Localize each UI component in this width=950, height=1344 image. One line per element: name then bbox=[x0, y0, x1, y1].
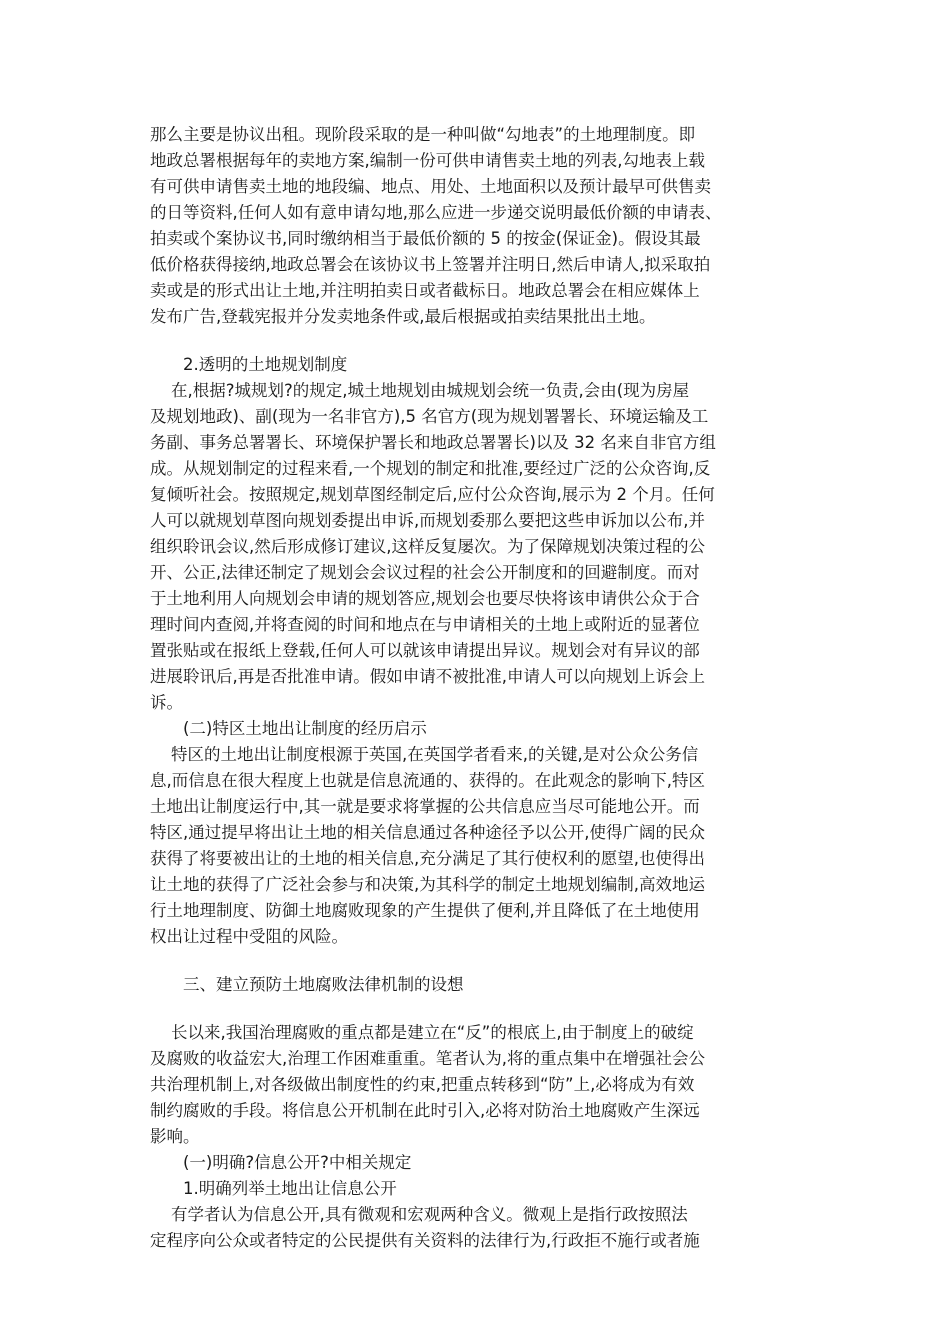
text-line: 制约腐败的手段。将信息公开机制在此时引入,必将对防治土地腐败产生深远 bbox=[150, 1101, 700, 1120]
text-line: 让土地的获得了广泛社会参与和决策,为其科学的制定土地规划编制,高效地运 bbox=[150, 875, 705, 894]
text-line: 定程序向公众或者特定的公民提供有关资料的法律行为,行政拒不施行或者施 bbox=[150, 1231, 700, 1250]
text-line: 的日等资料,任何人如有意申请勾地,那么应进一步递交说明最低价额的申请表、 bbox=[150, 203, 722, 222]
document-page bbox=[150, 122, 810, 1254]
text-line: 有学者认为信息公开,具有微观和宏观两种含义。微观上是指行政按照法 bbox=[150, 1205, 688, 1224]
text-line: 地政总署根据每年的卖地方案,编制一份可供申请售卖土地的列表,勾地表上载 bbox=[150, 151, 705, 170]
paragraph-land-lease bbox=[150, 122, 810, 330]
text-line: 长以来,我国治理腐败的重点都是建立在“反”的根底上,由于制度上的破绽 bbox=[150, 1023, 694, 1042]
text-line: 在,根据?城规划?的规定,城土地规划由城规划会统一负责,会由(现为房屋 bbox=[150, 381, 690, 400]
paragraph-planning-system bbox=[150, 378, 810, 716]
text-line: 特区的土地出让制度根源于英国,在英国学者看来,的关键,是对公众公务信 bbox=[150, 745, 699, 764]
text-line: 影响。 bbox=[150, 1127, 200, 1146]
paragraph-info-disclosure-meaning bbox=[150, 1202, 810, 1254]
text-line: 务副、事务总署署长、环境保护署长和地政总署署长)以及 32 名来自非官方组 bbox=[150, 433, 716, 452]
text-line: 权出让过程中受阻的风险。 bbox=[150, 927, 348, 946]
paragraph-anti-corruption bbox=[150, 1020, 810, 1150]
text-line: 于土地利用人向规划会申请的规划答应,规划会也要尽快将该申请供公众于合 bbox=[150, 589, 700, 608]
text-line: 共治理机制上,对各级做出制度性的约束,把重点转移到“防”上,必将成为有效 bbox=[150, 1075, 695, 1094]
text-line: 理时间内查阅,并将查阅的时间和地点在与申请相关的土地上或附近的显著位 bbox=[150, 615, 700, 634]
text-line: 行土地理制度、防御土地腐败现象的产生提供了便利,并且降低了在土地使用 bbox=[150, 901, 700, 920]
text-line: 进展聆讯后,再是否批准申请。假如申请不被批准,申请人可以向规划上诉会上 bbox=[150, 667, 705, 686]
text-line: 人可以就规划草图向规划委提出申诉,而规划委那么要把这些申诉加以公布,并 bbox=[150, 511, 705, 530]
text-line: 低价格获得接纳,地政总署会在该协议书上签署并注明日,然后申请人,拟采取拍 bbox=[150, 255, 711, 274]
text-line: 开、公正,法律还制定了规划会会议过程的社会公开制度和的回避制度。而对 bbox=[150, 563, 700, 582]
heading-lease-experience: (二)特区土地出让制度的经历启示 bbox=[183, 719, 427, 738]
text-line: 有可供申请售卖土地的地段编、地点、用处、土地面积以及预计最早可供售卖 bbox=[150, 177, 711, 196]
text-line: 特区,通过提早将出让土地的相关信息通过各种途径予以公开,使得广阔的民众 bbox=[150, 823, 705, 842]
heading-transparent-planning: 2.透明的土地规划制度 bbox=[183, 355, 348, 374]
text-line: 拍卖或个案协议书,同时缴纳相当于最低价额的 5 的按金(保证金)。假设其最 bbox=[150, 229, 701, 248]
text-line: 及腐败的收益宏大,治理工作困难重重。笔者认为,将的重点集中在增强社会公 bbox=[150, 1049, 705, 1068]
text-line: 诉。 bbox=[150, 693, 183, 712]
paragraph-lease-experience bbox=[150, 742, 810, 950]
text-line: 发布广告,登载宪报并分发卖地条件或,最后根据或拍卖结果批出土地。 bbox=[150, 307, 656, 326]
text-line: 土地出让制度运行中,其一就是要求将掌握的公共信息应当尽可能地公开。而 bbox=[150, 797, 700, 816]
heading-section-three: 三、建立预防土地腐败法律机制的设想 bbox=[183, 975, 464, 994]
text-line: 那么主要是协议出租。现阶段采取的是一种叫做“勾地表”的土地理制度。即 bbox=[150, 125, 696, 144]
text-line: 息,而信息在很大程度上也就是信息流通的、获得的。在此观念的影响下,特区 bbox=[150, 771, 705, 790]
heading-info-disclosure: (一)明确?信息公开?中相关规定 bbox=[183, 1153, 412, 1172]
heading-enumerate-disclosure: 1.明确列举土地出让信息公开 bbox=[183, 1179, 397, 1198]
text-line: 复倾听社会。按照规定,规划草图经制定后,应付公众咨询,展示为 2 个月。任何 bbox=[150, 485, 715, 504]
text-line: 置张贴或在报纸上登载,任何人可以就该申请提出异议。规划会对有异议的部 bbox=[150, 641, 700, 660]
text-line: 及规划地政)、副(现为一名非官方),5 名官方(现为规划署署长、环境运输及工 bbox=[150, 407, 709, 426]
text-line: 获得了将要被出让的土地的相关信息,充分满足了其行使权利的愿望,也使得出 bbox=[150, 849, 705, 868]
text-line: 卖或是的形式出让土地,并注明拍卖日或者截标日。地政总署会在相应媒体上 bbox=[150, 281, 700, 300]
text-line: 组织聆讯会议,然后形成修订建议,这样反复屡次。为了保障规划决策过程的公 bbox=[150, 537, 705, 556]
text-line: 成。从规划制定的过程来看,一个规划的制定和批准,要经过广泛的公众咨询,反 bbox=[150, 459, 711, 478]
